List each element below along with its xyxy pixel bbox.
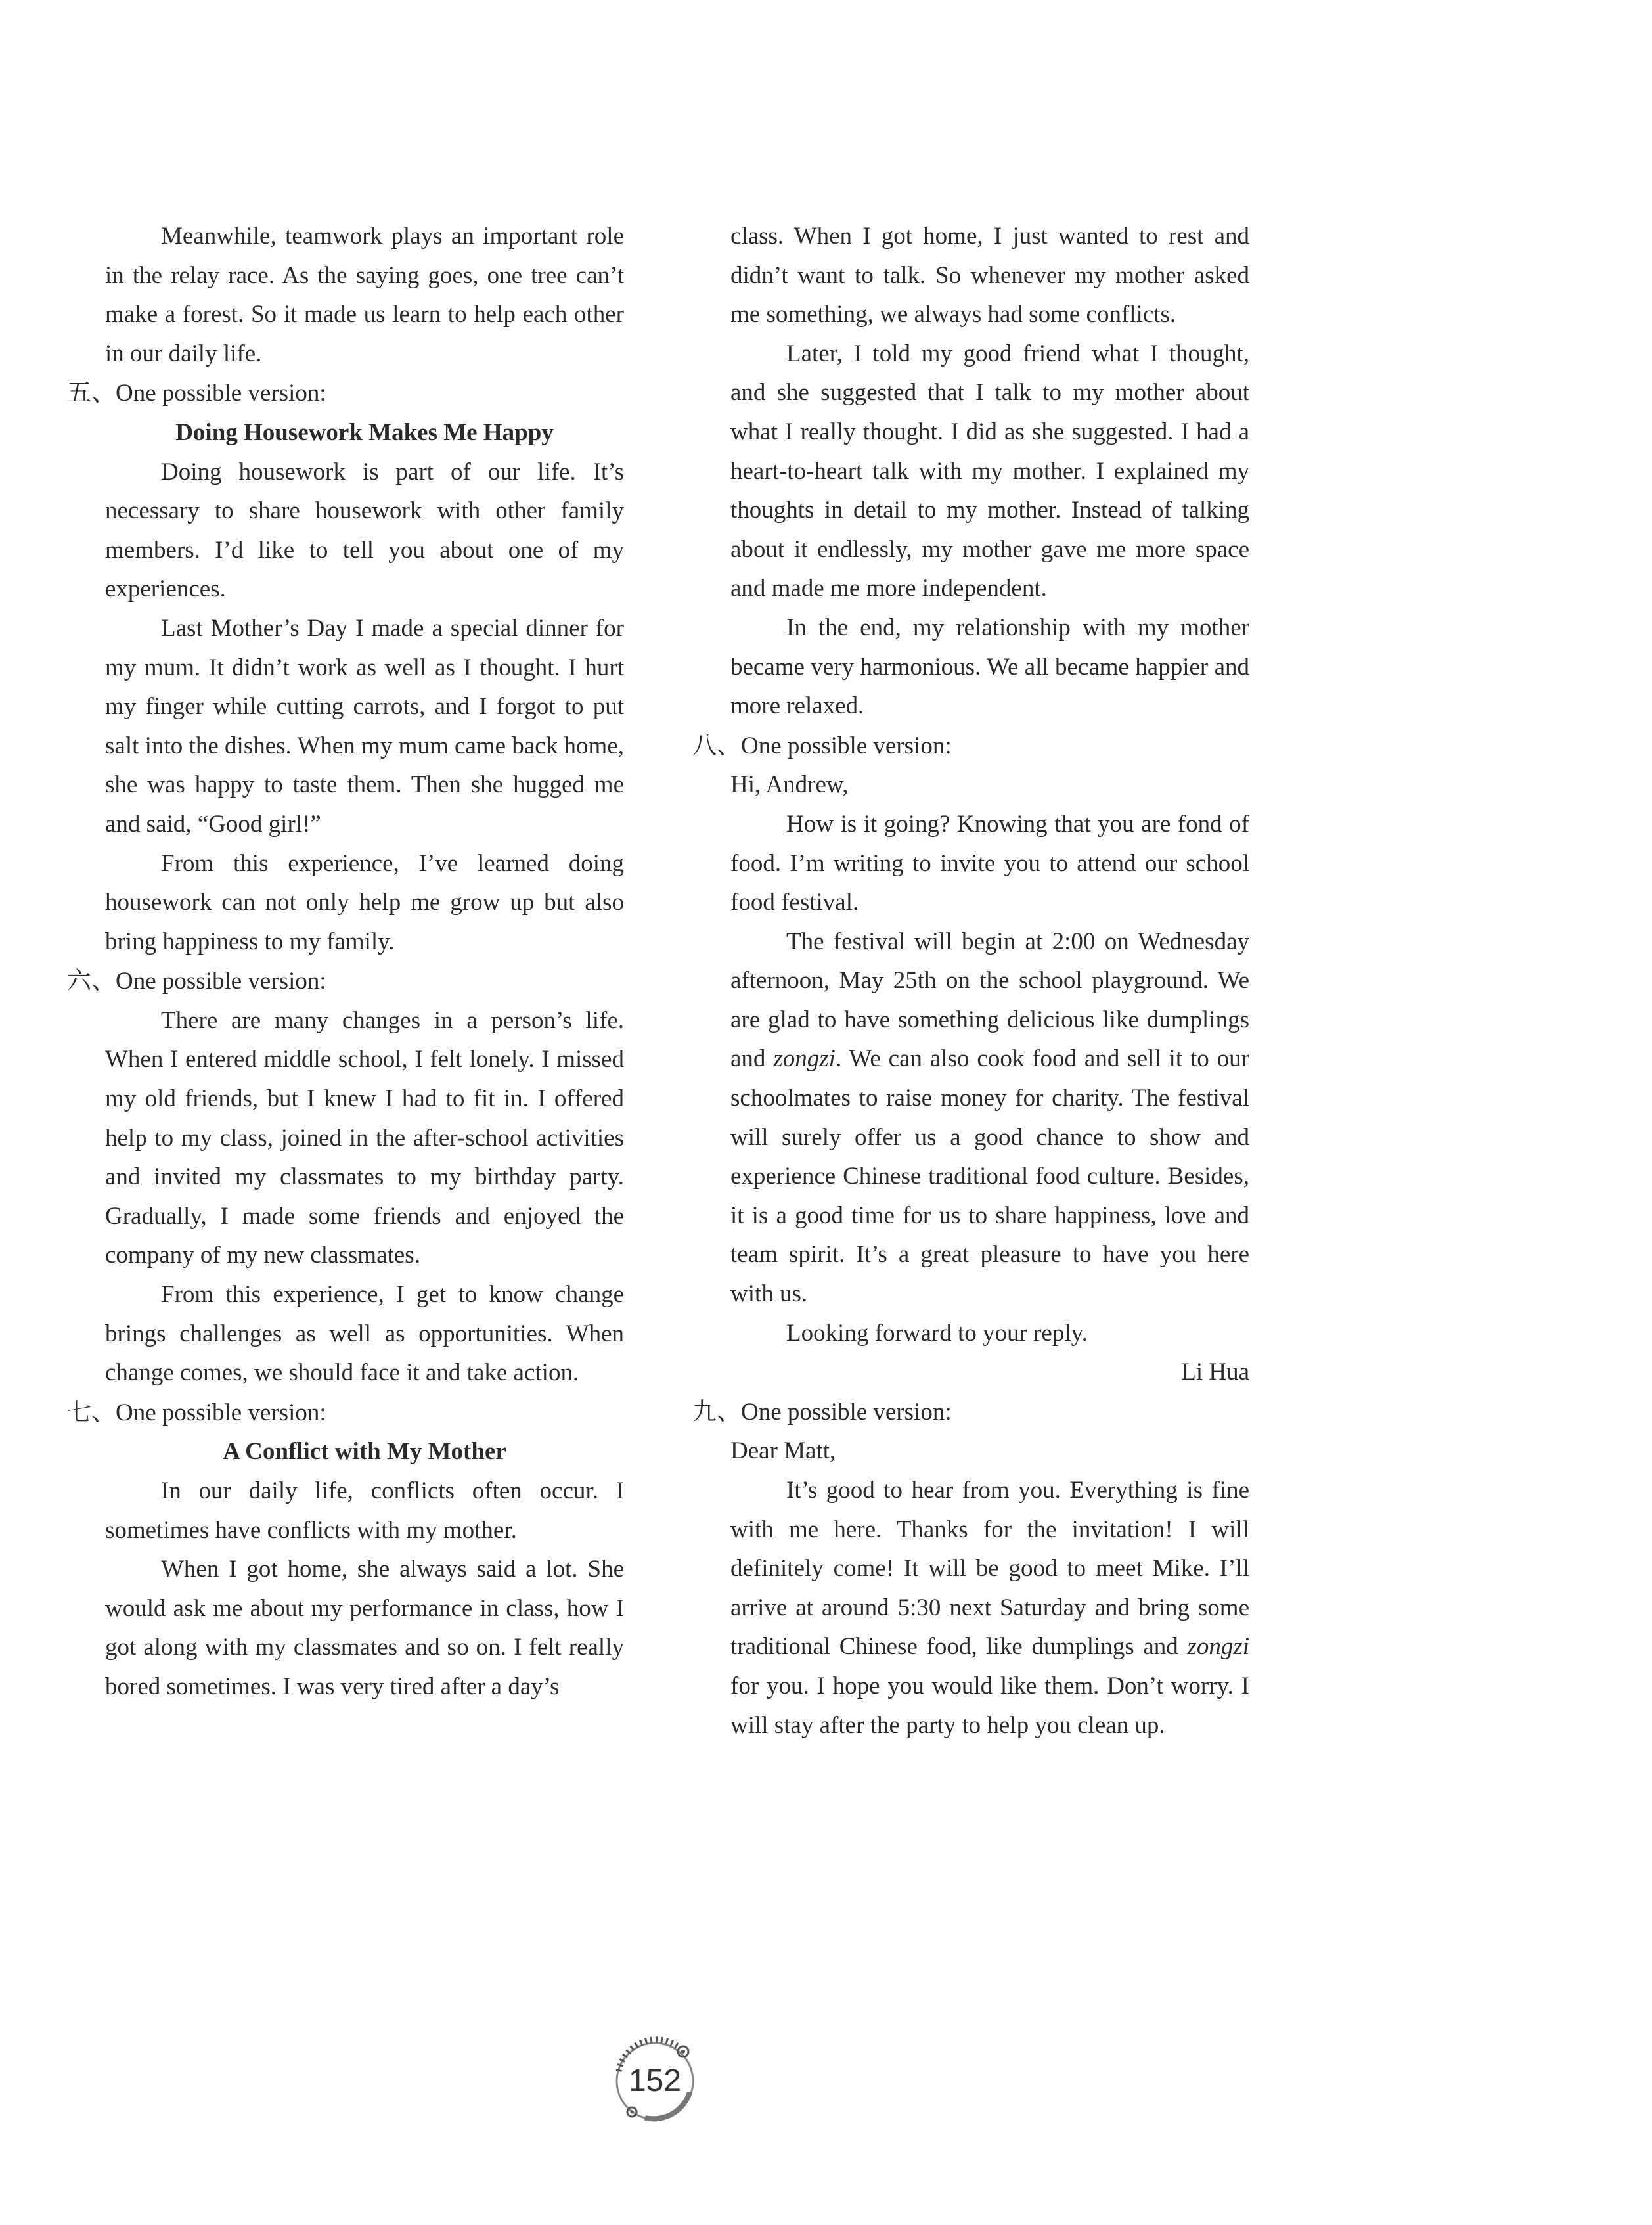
reply-text-b: for you. I hope you would like them. Don’t worry. I will stay after the party to help you clean up. (730, 1672, 1249, 1739)
section-six-marker: 六、 (67, 966, 116, 995)
housework-paragraph-2: Last Mother’s Day I made a special dinner for my mum. It didn’t work as well as I thought. I hurt my finger while cutting carrots, and I forgot to put salt into the dishes. When my mum came back home, she was happy to taste them. Then she hugged me and said, “Good girl!” (105, 614, 624, 838)
conflict-paragraph-2: When I got home, she always said a lot. She would ask me about my performance in class, how I got along with my classmates and so on. I felt really bored sometimes. I was very tired after a day’s (105, 1556, 624, 1700)
section-six-heading (67, 961, 624, 1001)
section-seven-marker: 七、 (67, 1397, 116, 1426)
housework-paragraph-3: From this experience, I’ve learned doing housework can not only help me grow up but also bring happiness to my family. (105, 849, 624, 955)
invitation-paragraph-2 (730, 922, 1249, 1314)
section-nine-heading (692, 1392, 1249, 1432)
reply-text-a: It’s good to hear from you. Everything is fine with me here. Thanks for the invitation! I will definitely come! It will be good to meet Mike. I’ll arrive at around 5:30 next Saturday and bring some traditional Chinese food, like dumplings and (730, 1477, 1249, 1661)
section-five-heading (67, 373, 624, 413)
conflict-paragraph-3: Later, I told my good friend what I thought, and she suggested that I talk to my mother about what I really thought. I did as she suggested. I had a heart-to-heart talk with my mother. I explained my thoughts in detail to my mother. Instead of talking about it endlessly, my mother gave me more space and made me more independent. (730, 340, 1249, 602)
letter-closing: Looking forward to your reply. (786, 1319, 1088, 1347)
changes-paragraph-2: From this experience, I get to know change brings challenges as well as opportunities. When change comes, we should face it and take action. (105, 1281, 624, 1387)
letter-greeting-matt: Dear Matt, (730, 1437, 836, 1465)
page-number: 152 (628, 2063, 682, 2098)
essay-title-housework: Doing Housework Makes Me Happy (175, 418, 554, 446)
reply-paragraph (730, 1471, 1249, 1745)
section-seven-heading (67, 1393, 624, 1433)
section-eight-heading (692, 726, 1249, 766)
conflict-paragraph-1: In our daily life, conflicts often occur. I sometimes have conflicts with my mother. (105, 1477, 624, 1544)
zongzi-term-2: zongzi (1187, 1633, 1249, 1661)
changes-paragraph-1: There are many changes in a person’s life. When I entered middle school, I felt lonely. I missed my old friends, but I knew I had to fit in. I offered help to my class, joined in the after-school activities and invited my classmates to my birthday party. Gradually, I made some friends and enjoyed the company of my new classmates. (105, 1006, 624, 1269)
relay-race-paragraph: Meanwhile, teamwork plays an important role in the relay race. As the saying goes, one tree can’t make a forest. So it made us learn to help each other in our daily life. (105, 223, 624, 367)
right-column (692, 217, 1249, 1745)
left-column (67, 217, 624, 1707)
section-five-marker: 五、 (67, 378, 116, 407)
letter-greeting-andrew: Hi, Andrew, (730, 771, 849, 799)
section-seven-label: One possible version: (116, 1399, 326, 1426)
invitation-text-b: . We can also cook food and sell it to our schoolmates to raise money for charity. The festival will surely offer us a good chance to show and experience Chinese traditional food culture. Besides, it is a good time for us to share happiness, love and team spirit. It’s a great pleasure to have you here with us. (730, 1045, 1249, 1308)
essay-title-conflict: A Conflict with My Mother (223, 1438, 506, 1466)
housework-paragraph-1: Doing housework is part of our life. It’s necessary to share housework with other family members. I’d like to tell you about one of my experiences. (105, 458, 624, 603)
invitation-paragraph-1: How is it going? Knowing that you are fond of food. I’m writing to invite you to attend our school food festival. (730, 810, 1249, 916)
section-eight-marker: 八、 (692, 730, 741, 759)
letter-signature: Li Hua (1181, 1359, 1249, 1386)
section-eight-label: One possible version: (741, 732, 952, 759)
section-nine-marker: 九、 (692, 1397, 741, 1426)
conflict-paragraph-2-continued: class. When I got home, I just wanted to rest and didn’t want to talk. So whenever my mother asked me something, we always had some conflicts. (730, 223, 1249, 328)
invitation-text-a: The festival will begin at 2:00 on Wednesday afternoon, May 25th on the school playground. We are glad to have something delicious like dumplings and (730, 928, 1249, 1073)
conflict-paragraph-4: In the end, my relationship with my mother became very harmonious. We all became happier and more relaxed. (730, 614, 1249, 720)
zongzi-term: zongzi (773, 1045, 836, 1073)
section-nine-label: One possible version: (741, 1398, 952, 1426)
page-number-badge (606, 2032, 704, 2130)
section-six-label: One possible version: (116, 968, 326, 995)
section-five-label: One possible version: (116, 380, 326, 407)
